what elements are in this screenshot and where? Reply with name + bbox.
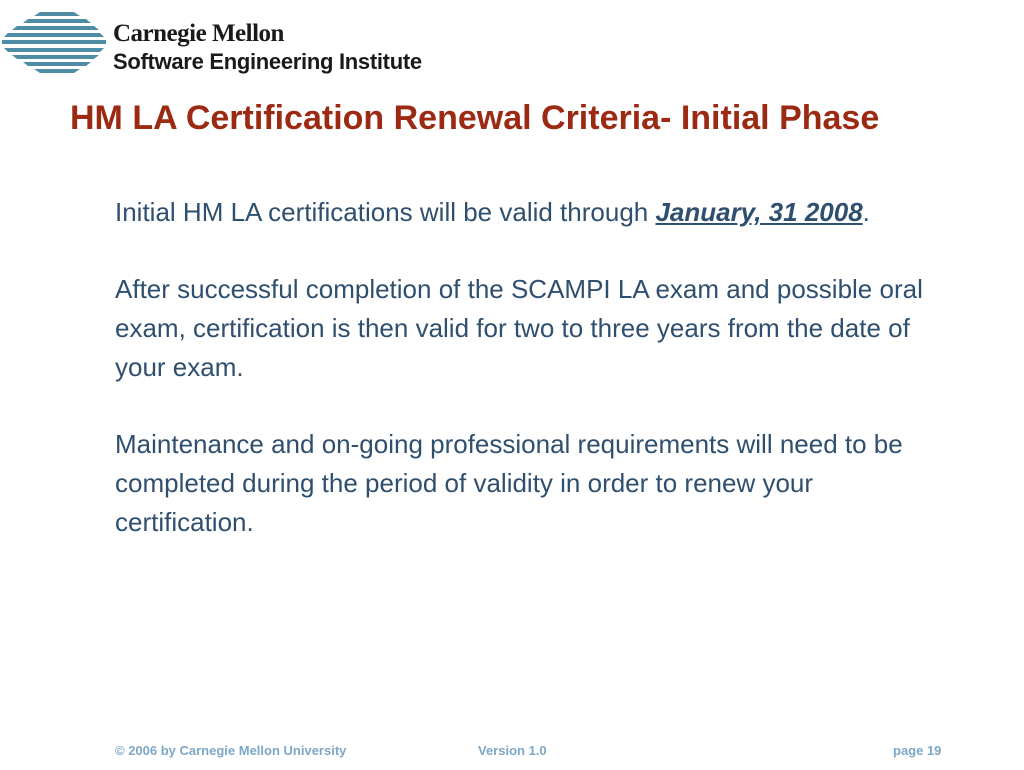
- paragraph-maintenance: Maintenance and on-going professional requirements will need to be completed during the period of validity in order to renew your certification.: [115, 429, 903, 537]
- slide-body: [115, 193, 945, 580]
- paragraph-validity-prefix: Initial HM LA certifications will be valid through: [115, 197, 656, 227]
- logo-wordmark: [113, 20, 422, 76]
- slide-title: HM LA Certification Renewal Criteria- Initial Phase: [70, 99, 880, 137]
- footer-page-number: page 19: [893, 743, 942, 758]
- sei-stripes-logo-icon: [2, 12, 106, 74]
- paragraph-validity-suffix: .: [862, 197, 870, 227]
- footer-copyright: © 2006 by Carnegie Mellon University: [115, 743, 347, 758]
- validity-date: January, 31 2008: [655, 197, 863, 227]
- logo-line-carnegie-mellon: Carnegie Mellon: [113, 20, 284, 47]
- paragraph-validity: [115, 193, 945, 232]
- footer-version: Version 1.0: [478, 743, 547, 758]
- logo-line-sei: Software Engineering Institute: [113, 49, 422, 74]
- paragraph-exam: After successful completion of the SCAMPI LA exam and possible oral exam, certification is then valid for two to three years from the date of your exam.: [115, 274, 923, 382]
